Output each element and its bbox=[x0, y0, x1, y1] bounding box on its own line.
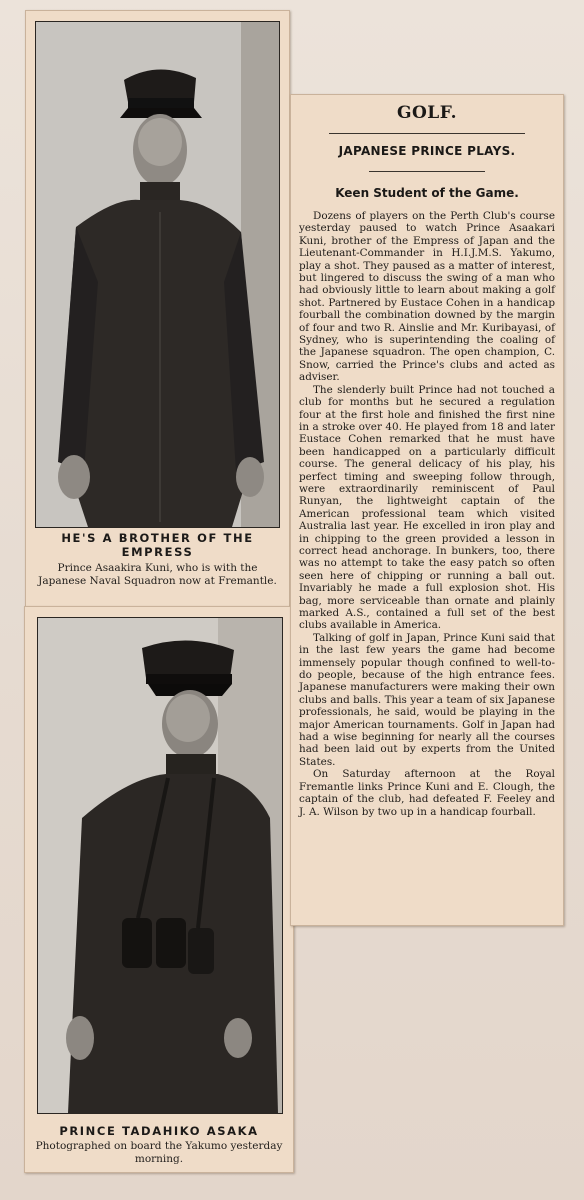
divider bbox=[329, 133, 525, 134]
photo-1-caption-title: HE'S A BROTHER OF THE EMPRESS bbox=[61, 531, 254, 559]
article-paragraph-2: The slenderly built Prince had not touched a club for months but he secured a regulation four at the first hole and finished the first nine in a stroke over 40. He played from 18 and later Eustace Cohen remarked that he must have been handicapped on a particularly difficult course. The general delicacy of his play, his perfect timing and sweeping follow through, were extraordinarily reminiscent of Paul Runyan, the lightweight captain of the American professional team which visited Australia last year. He excelled in iron play and in chipping to the green provided a lesson in correct head anchorage. In bunkers, too, there was no attempt to take the easy patch so often seen here of chipping or running a ball out. Invariably he made a full explosion shot. His bag, more serviceable than ornate and plainly marked A.S., contained a full set of the best clubs available in America. bbox=[299, 383, 555, 632]
article-body bbox=[299, 101, 555, 818]
section-heading: GOLF. bbox=[396, 103, 458, 123]
divider bbox=[369, 171, 485, 172]
portrait-illustration-2 bbox=[38, 618, 282, 1113]
portrait-photo-prince-kuni bbox=[35, 21, 280, 528]
article-paragraph-1: Dozens of players on the Perth Club's course yesterday paused to watch Prince Asaakari Kuni, brother of the Empress of Japan and the Lieutenant-Commander in H.I.J.M.S. Yakumo, play a shot. They paused as a matter of interest, but lingered to discuss the swing of a man who had obviously little to learn about making a golf shot. Partnered by Eustace Cohen in a handicap fourball the combination downed by the margin of four and two R. Ainslie and Mr. Kuribayasi, of Sydney, who is superintending the coaling of the Japanese squadron. The open champion, C. Snow, carried the Prince's clubs and acted as adviser. bbox=[299, 210, 555, 384]
article-subheadline: Keen Student of the Game. bbox=[335, 186, 519, 200]
portrait-photo-prince-asaka bbox=[37, 617, 283, 1114]
photo-2-caption-title: PRINCE TADAHIKO ASAKA bbox=[59, 1124, 259, 1138]
photo-clipping-2 bbox=[24, 606, 294, 1173]
photo-2-caption-subtitle: Photographed on board the Yakumo yesterday morning. bbox=[35, 1140, 283, 1165]
article-clipping bbox=[290, 94, 564, 926]
article-paragraph-4: On Saturday afternoon at the Royal Fremantle links Prince Kuni and E. Clough, the captain of the club, had defeated F. Feeley and J. A. Wilson by two up in a handicap fourball. bbox=[299, 768, 555, 818]
photo-1-caption-subtitle: Prince Asaakira Kuni, who is with the Japanese Naval Squadron now at Fremantle. bbox=[38, 562, 277, 587]
article-headline: JAPANESE PRINCE PLAYS. bbox=[338, 144, 516, 158]
portrait-illustration-1 bbox=[36, 22, 279, 527]
article-paragraph-3: Talking of golf in Japan, Prince Kuni said that in the last few years the game had become immensely popular though confined to well-to-do people, because of the high entrance fees. Japanese manufacturers were making their own clubs and balls. This year a team of six Japanese professionals, he said, would be playing in the major American tournaments. Golf in Japan had had a wise beginning for nearly all the courses had been laid out by experts from the United States. bbox=[299, 631, 555, 768]
photo-clipping-1 bbox=[25, 10, 290, 607]
